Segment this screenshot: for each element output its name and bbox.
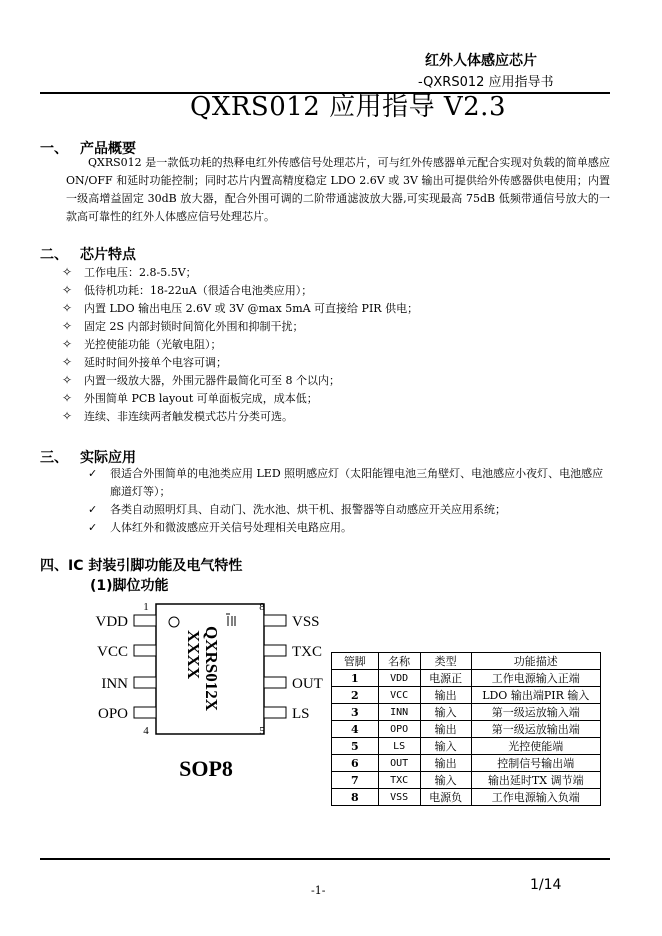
diamond-star-bullet-icon: ✧ xyxy=(62,355,73,369)
section-number: 二、 xyxy=(40,247,68,263)
section-heading-pins: 四、IC 封装引脚功能及电气特性 xyxy=(40,558,243,574)
section-title: 实际应用 xyxy=(80,450,136,466)
diamond-star-bullet-icon: ✧ xyxy=(62,301,73,315)
table-cell: 输出 xyxy=(420,721,471,738)
table-cell: 2 xyxy=(332,687,379,704)
header-doc-title: -QXRS012 应用指导书 xyxy=(418,75,554,90)
pin-number: 5 xyxy=(259,725,265,737)
feature-text: 光控使能功能（光敏电阻）； xyxy=(84,338,222,351)
chip-pin-right xyxy=(264,644,322,660)
table-cell: OUT xyxy=(378,755,420,772)
table-cell: 电源负 xyxy=(420,789,471,806)
table-cell: TXC xyxy=(378,772,420,789)
table-cell: 8 xyxy=(332,789,379,806)
checkmark-bullet-icon: ✓ xyxy=(88,521,98,534)
sop8-pinout-diagram xyxy=(88,594,328,789)
diamond-star-bullet-icon: ✧ xyxy=(62,265,73,279)
section-number: 一、 xyxy=(40,141,68,157)
table-cell: 4 xyxy=(332,721,379,738)
table-cell: 工作电源输入正端 xyxy=(471,670,600,687)
feature-item xyxy=(62,371,418,389)
diamond-star-bullet-icon: ✧ xyxy=(62,373,73,387)
chip-pin-left xyxy=(96,601,157,630)
table-cell: LDO 输出端PIR 输入 xyxy=(471,687,600,704)
chip-pin-left xyxy=(97,644,156,660)
chip-pin-right xyxy=(259,706,309,737)
table-row xyxy=(332,789,601,806)
table-cell: 控制信号输出端 xyxy=(471,755,600,772)
table-cell: 第一级运放输入端 xyxy=(471,704,600,721)
table-cell: INN xyxy=(378,704,420,721)
pin-number: 1 xyxy=(143,601,149,613)
feature-text: 低待机功耗：18-22uA（很适合电池类应用）； xyxy=(84,284,313,297)
table-cell: 光控使能端 xyxy=(471,738,600,755)
pin-label: INN xyxy=(101,676,128,692)
feature-item xyxy=(62,407,418,425)
feature-text: 内置 LDO 输出电压 2.6V 或 3V @max 5mA 可直接给 PIR 供电； xyxy=(84,302,419,315)
application-item xyxy=(88,519,612,537)
table-cell: 输入 xyxy=(420,772,471,789)
feature-item xyxy=(62,263,418,281)
table-header-row xyxy=(332,653,601,670)
feature-text: 固定 2S 内部封锁时间简化外围和抑制干扰； xyxy=(84,320,304,333)
feature-text: 工作电压：2.8-5.5V； xyxy=(84,266,197,279)
table-body xyxy=(332,670,601,806)
application-item xyxy=(88,465,612,501)
table-cell: 工作电源输入负端 xyxy=(471,789,600,806)
table-row xyxy=(332,704,601,721)
chip-pin-left xyxy=(98,706,156,737)
header-product: 红外人体感应芯片 xyxy=(425,53,537,69)
diamond-star-bullet-icon: ✧ xyxy=(62,319,73,333)
pin-label: VCC xyxy=(97,644,128,660)
table-cell: 电源正 xyxy=(420,670,471,687)
section-heading-applications xyxy=(40,447,136,467)
table-row xyxy=(332,670,601,687)
feature-item xyxy=(62,335,418,353)
footer-rule xyxy=(40,858,610,860)
pin-subtitle: (1)脚位功能 xyxy=(90,578,169,594)
application-item xyxy=(88,501,612,519)
feature-text: 外围简单 PCB layout 可单面板完成，成本低； xyxy=(84,392,318,405)
checkmark-bullet-icon: ✓ xyxy=(88,467,98,480)
pin-label: VSS xyxy=(292,614,320,630)
table-cell: 3 xyxy=(332,704,379,721)
feature-item xyxy=(62,317,418,335)
table-cell: 第一级运放输出端 xyxy=(471,721,600,738)
pin-label: OPO xyxy=(97,706,128,722)
table-cell: 7 xyxy=(332,772,379,789)
application-text: 人体红外和微波感应开关信号处理相关电路应用。 xyxy=(110,521,352,534)
feature-item xyxy=(62,353,418,371)
pin-function-table xyxy=(331,652,601,806)
table-cell: 1 xyxy=(332,670,379,687)
chip-pin-right xyxy=(259,601,319,630)
table-cell: 输出延时TX 调节端 xyxy=(471,772,600,789)
table-row xyxy=(332,755,601,772)
section-heading-features xyxy=(40,244,136,264)
feature-item xyxy=(62,299,418,317)
checkmark-bullet-icon: ✓ xyxy=(88,503,98,516)
table-header-cell: 类型 xyxy=(420,653,471,670)
table-cell: 5 xyxy=(332,738,379,755)
section-title: 产品概要 xyxy=(80,141,136,157)
table-cell: 6 xyxy=(332,755,379,772)
table-cell: LS xyxy=(378,738,420,755)
diamond-star-bullet-icon: ✧ xyxy=(62,409,73,423)
table-row xyxy=(332,738,601,755)
table-header-cell: 名称 xyxy=(378,653,420,670)
table-cell: VCC xyxy=(378,687,420,704)
overview-paragraph xyxy=(66,154,610,226)
table-cell: VDD xyxy=(378,670,420,687)
table-cell: 输出 xyxy=(420,755,471,772)
chip-pin-right xyxy=(264,676,323,692)
table-header-cell: 管脚 xyxy=(332,653,379,670)
table-cell: 输出 xyxy=(420,687,471,704)
page-number-center: -1- xyxy=(311,884,326,897)
table-cell: VSS xyxy=(378,789,420,806)
table-cell: OPO xyxy=(378,721,420,738)
feature-item xyxy=(62,281,418,299)
feature-list xyxy=(62,263,418,425)
page-number-right: 1/14 xyxy=(530,877,562,893)
diamond-star-bullet-icon: ✧ xyxy=(62,391,73,405)
package-label: SOP8 xyxy=(179,756,233,781)
feature-text: 延时时间外接单个电容可调； xyxy=(84,356,227,369)
chip-marking-lot: XXXX xyxy=(184,630,203,680)
chip-pin-left xyxy=(101,676,156,692)
pin-label: VDD xyxy=(95,614,128,630)
pin-number: 4 xyxy=(143,725,149,737)
table-row xyxy=(332,772,601,789)
table-cell: 输入 xyxy=(420,738,471,755)
table-cell: 输入 xyxy=(420,704,471,721)
overview-text: QXRS012 是一款低功耗的热释电红外传感信号处理芯片，可与红外传感器单元配合实现对负载的简单感应 ON/OFF 和延时功能控制；同时芯片内置高精度稳定 LDO 2.6V 或 3V 输出可提供给外传感器供电使用；内置一级高增益固定 30dB 放大器，配合外围可调的二阶带通滤波放大器,可实现最高 75dB 低频带通信号放大的一款高可靠性的红外人体感应信号处理芯片。 xyxy=(66,156,610,223)
feature-text: 内置一级放大器，外围元器件最简化可至 8 个以内； xyxy=(84,374,340,387)
application-text: 各类自动照明灯具、自动门、洗水池、烘干机、报警器等自动感应开关应用系统； xyxy=(110,503,506,516)
application-text: 很适合外围简单的电池类应用 LED 照明感应灯（太阳能锂电池三角壁灯、电池感应小夜灯、电池感应廊道灯等）； xyxy=(110,467,604,498)
pin-label: LS xyxy=(292,706,310,722)
table-row xyxy=(332,721,601,738)
table-row xyxy=(332,687,601,704)
table-header-cell: 功能描述 xyxy=(471,653,600,670)
page-title: QXRS012 应用指导 V2.3 xyxy=(190,92,506,122)
chip-marking-part: QXRS012X xyxy=(202,626,221,712)
section-title: 芯片特点 xyxy=(80,247,136,263)
feature-item xyxy=(62,389,418,407)
section-number: 三、 xyxy=(40,450,68,466)
diamond-star-bullet-icon: ✧ xyxy=(62,283,73,297)
pin-label: TXC xyxy=(292,644,322,660)
pin-label: OUT xyxy=(292,676,323,692)
diamond-star-bullet-icon: ✧ xyxy=(62,337,73,351)
feature-text: 连续、非连续两者触发模式芯片分类可选。 xyxy=(84,410,293,423)
pin-number: 8 xyxy=(259,601,265,613)
application-list xyxy=(88,465,612,537)
